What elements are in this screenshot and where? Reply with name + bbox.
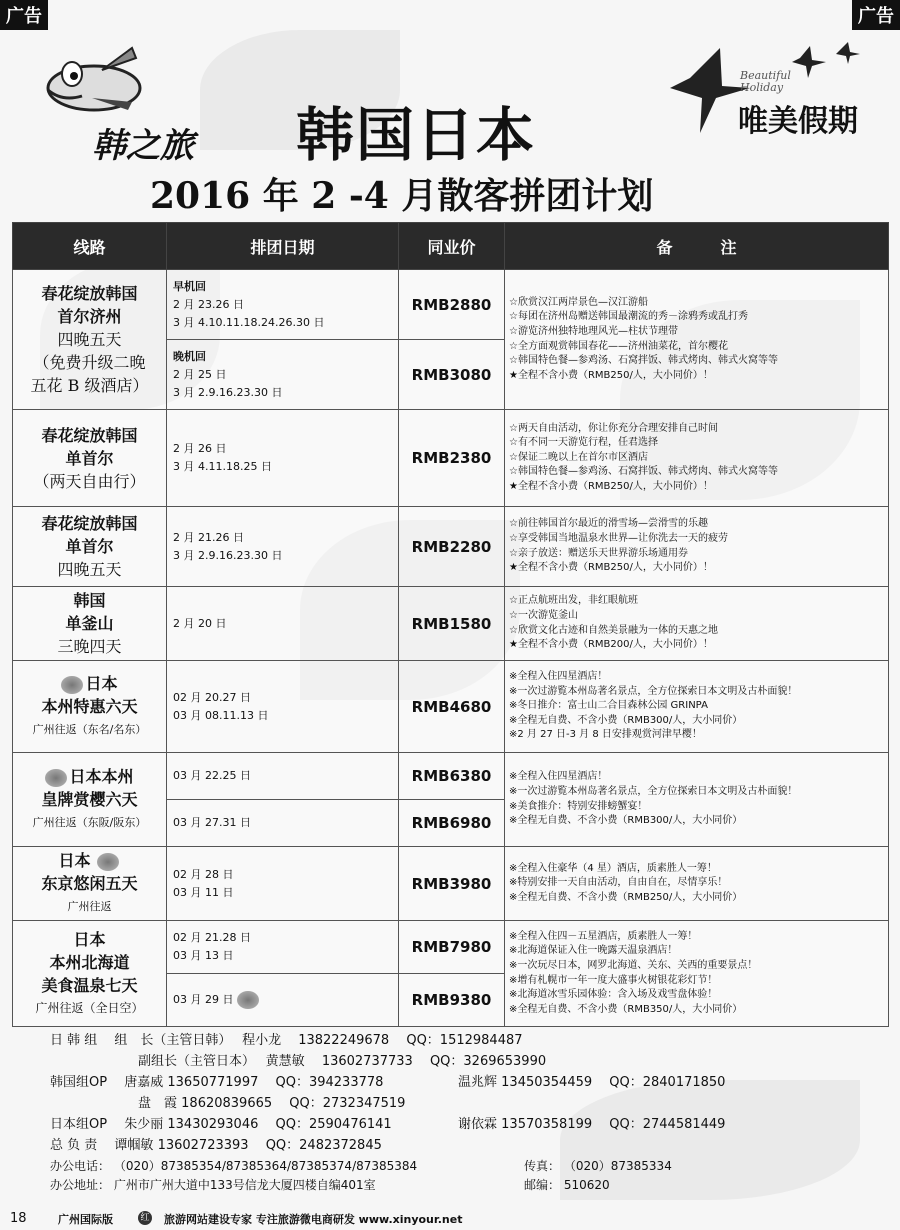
mascot-plane-icon — [32, 40, 152, 120]
contact-row: 韩国组OP 唐嘉威 13650771997 QQ：394233778 — [50, 1075, 384, 1090]
logo-chinese: 唯美假期 — [738, 104, 858, 139]
table-row — [13, 270, 889, 340]
notes-cell: ※全程入住豪华（4 星）酒店，质素胜人一筹！ ※特别安排一天自由活动，自由自在，尽情享乐！ ※全程无自费、不含小费（RMB250/人，大小同价） — [505, 847, 889, 921]
notes-cell: ☆正点航班出发，非红眼航班 ☆一次游览釜山 ☆欣赏文化古迹和自然美景融为一体的天惠之地 ★全程不含小费（RMB200/人，大小同价）！ — [505, 587, 889, 661]
contact-row: 传真： （020）87385334 — [524, 1159, 672, 1173]
contact-section — [12, 1020, 888, 1198]
contact-row: 温兆辉 13450354459 QQ：2840171850 — [458, 1075, 726, 1090]
dates-cell: 2 月 21.26 日 3 月 2.9.16.23.30 日 — [167, 507, 399, 587]
price-cell: RMB6380 — [399, 753, 505, 800]
route-cell: 日本 东京悠闲五天 广州往返 — [13, 847, 167, 921]
contact-row: 谢依霖 13570358199 QQ：2744581449 — [458, 1117, 726, 1132]
brand-name: 韩之旅 — [92, 126, 194, 166]
notes-cell: ☆前往韩国首尔最近的滑雪场—尝滑雪的乐趣 ☆享受韩国当地温泉水世界—让你洗去一天的疲劳 ☆亲子放送：赠送乐天世界游乐场通用券 ★全程不含小费（RMB250/人，大小同价）！ — [505, 507, 889, 587]
footer-slogan: 旅游网站建设专家 专注旅游微电商研发 www.xinyour.net — [164, 1213, 463, 1226]
price-cell: RMB2880 — [399, 270, 505, 340]
header-notes: 备 注 — [505, 223, 889, 270]
header-route: 线路 — [13, 223, 167, 270]
dates-cell: 2 月 26 日 3 月 4.11.18.25 日 — [167, 410, 399, 507]
logo-english: Beautiful Holiday — [740, 69, 791, 94]
flower-icon — [97, 853, 119, 871]
price-cell: RMB2280 — [399, 507, 505, 587]
contact-row: 办公地址： 广州市广州大道中133号信龙大厦四楼自编401室 — [50, 1178, 376, 1192]
page-number: 18 — [10, 1211, 27, 1226]
page-title: 韩国日本 — [296, 101, 537, 169]
route-cell: 春花绽放韩国 单首尔 （两天自由行） — [13, 410, 167, 507]
table-row — [13, 661, 889, 753]
red-logo-icon: 红 — [138, 1211, 152, 1225]
contact-row: 总 负 责 谭帼敏 13602723393 QQ：2482372845 — [50, 1138, 382, 1153]
price-cell: RMB2380 — [399, 410, 505, 507]
contact-row: 邮编： 510620 — [524, 1178, 610, 1192]
price-cell: RMB6980 — [399, 800, 505, 847]
price-cell: RMB9380 — [399, 974, 505, 1027]
price-cell: RMB3980 — [399, 847, 505, 921]
notes-cell: ☆两天自由活动，你让你充分合理安排自己时间 ☆有不同一天游览行程，任君选择 ☆保证二晚以上在首尔市区酒店 ☆韩国特色餐—参鸡汤、石窝拌饭、韩式烤肉、韩式火窝等等 ★全程不含小费（RMB250/人，大小同价）！ — [505, 410, 889, 507]
price-cell: RMB1580 — [399, 587, 505, 661]
table-row — [13, 507, 889, 587]
header-dates: 排团日期 — [167, 223, 399, 270]
notes-cell: ※全程入住四星酒店！ ※一次过游覧本州岛著名景点，全方位探索日本文明及古朴面貌！ ※美食推介：特别安排螃蟹宴！ ※全程无自费、不含小费（RMB300/人，大小同价） — [505, 753, 889, 847]
price-cell: RMB4680 — [399, 661, 505, 753]
page-subtitle: 2016 年 2 -4 月散客拼团计划 — [150, 175, 654, 217]
table-row — [13, 847, 889, 921]
table-row — [13, 921, 889, 974]
dates-cell: 02 月 21.28 日 03 月 13 日 — [167, 921, 399, 974]
contact-row: 副组长（主管日本） 黄慧敏 13602737733 QQ：3269653990 — [138, 1054, 547, 1069]
route-cell: 韩国 单釜山 三晚四天 — [13, 587, 167, 661]
price-cell: RMB7980 — [399, 921, 505, 974]
table-row — [13, 410, 889, 507]
route-cell: 春花绽放韩国 单首尔 四晚五天 — [13, 507, 167, 587]
table-row — [13, 753, 889, 800]
notes-cell: ※全程入住四星酒店！ ※一次过游覧本州岛著名景点，全方位探索日本文明及古朴面貌！ ※冬日推介：富士山二合目森林公园 GRINPA ※全程无自费、不含小费（RMB300/人，大小同价） ※2 月 27 日-3 月 8 日安排观赏河津早樱！ — [505, 661, 889, 753]
contact-row: 日 韩 组 组 长（主管日韩） 程小龙 13822249678 QQ：1512984487 — [50, 1033, 523, 1048]
price-cell: RMB3080 — [399, 340, 505, 410]
footer — [0, 1208, 900, 1230]
dates-cell: 03 月 22.25 日 — [167, 753, 399, 800]
edition-label: 广州国际版 — [58, 1213, 113, 1226]
ad-label: 广告 — [0, 0, 48, 30]
notes-cell: ※全程入住四－五星酒店，质素胜人一筹！ ※北海道保证入住一晚露天温泉酒店！ ※一次玩尽日本，网罗北海道、关东、关西的重要景点！ ※增有札幌市一年一度大盛事火树银花彩灯节！ ※北海道冰雪乐园体验：含入场及戏雪盘体验！ ※全程无自费、不含小费（RMB350/人，大小同价） — [505, 921, 889, 1027]
table-row — [13, 587, 889, 661]
flower-icon — [237, 991, 259, 1009]
ad-label: 广告 — [852, 0, 900, 30]
dates-cell: 晚机回 2 月 25 日 3 月 2.9.16.23.30 日 — [167, 340, 399, 410]
route-cell: 日本 本州北海道 美食温泉七天 广州往返（全日空） — [13, 921, 167, 1027]
contact-row: 办公电话： （020）87385354/87385364/87385374/87385384 — [50, 1159, 418, 1173]
notes-cell: ☆欣赏汉江两岸景色—汉江游船 ☆每团在济州岛赠送韩国最潮流的秀－涂鸦秀或乱打秀 ☆游览济州独特地理风光—柱状节理带 ☆全方面观赏韩国春花——济州油菜花，首尔樱花 ☆韩国特色餐—参鸡汤、石窝拌饭、韩式烤肉、韩式火窝等等 ★全程不含小费（RMB250/人，大小同价）！ — [505, 270, 889, 410]
flower-icon — [61, 676, 83, 694]
route-cell: 春花绽放韩国 首尔济州 四晚五天 （免费升级二晚 五花 B 级酒店） — [13, 270, 167, 410]
header-price: 同业价 — [399, 223, 505, 270]
route-cell: 日本 本州特惠六天 广州往返（东名/名东） — [13, 661, 167, 753]
flower-icon — [45, 769, 67, 787]
dates-cell: 02 月 28 日 03 月 11 日 — [167, 847, 399, 921]
contact-row: 日本组OP 朱少丽 13430293046 QQ：2590476141 — [50, 1117, 392, 1132]
dates-cell: 02 月 20.27 日 03 月 08.11.13 日 — [167, 661, 399, 753]
contact-row: 盘 霞 18620839665 QQ：2732347519 — [138, 1096, 406, 1111]
dates-cell: 03 月 29 日 — [167, 974, 399, 1027]
dates-cell: 03 月 27.31 日 — [167, 800, 399, 847]
table-header-row — [13, 223, 889, 270]
dates-cell: 2 月 20 日 — [167, 587, 399, 661]
route-cell: 日本本州 皇牌赏樱六天 广州往返（东阪/阪东） — [13, 753, 167, 847]
tour-plan-table — [12, 222, 889, 1027]
dates-cell: 早机回 2 月 23.26 日 3 月 4.10.11.18.24.26.30 日 — [167, 270, 399, 340]
